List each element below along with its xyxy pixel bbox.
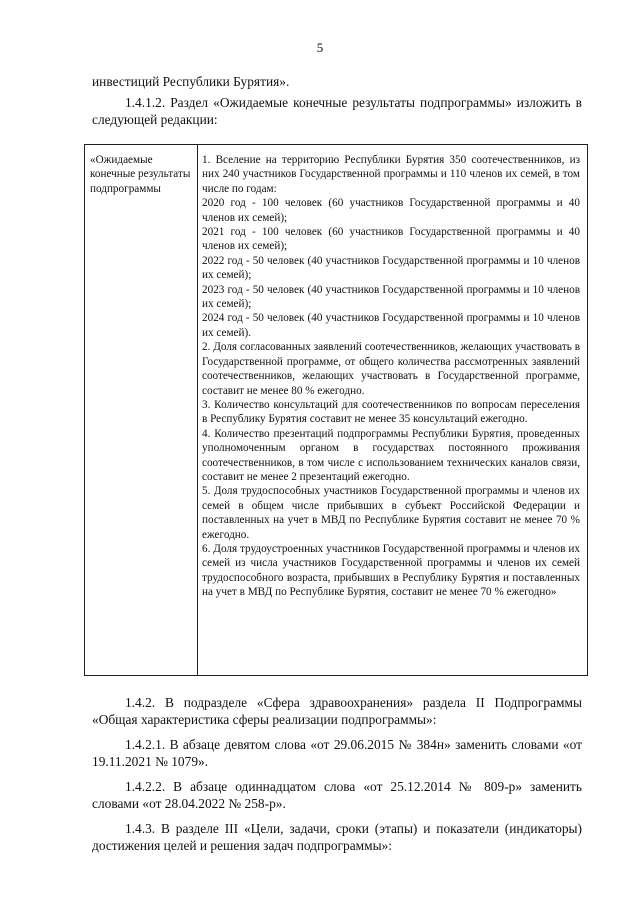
- page-number: 5: [316, 40, 324, 55]
- result-item-4: 4. Количество презентаций подпрограммы Республики Бурятия, проведенных уполномоченным органом в государствах постоянного проживания соотечественников, в том числе с использованием технических каналов связи, составит не менее 2 презентаций ежегодно.: [202, 427, 580, 483]
- paragraph-1-4-1-2: 1.4.1.2. Раздел «Ожидаемые конечные результаты подпрограммы» изложить в следующей редакции:: [92, 95, 582, 127]
- paragraph-1-4-3: 1.4.3. В разделе III «Цели, задачи, сроки (этапы) и показатели (индикаторы) достижения целей и решения задач подпрограммы»:: [92, 821, 582, 853]
- table-left-cell: «Ожидаемые конечные результаты подпрограммы: [90, 154, 191, 195]
- result-item-5: 5. Доля трудоспособных участников Государственной программы и членов их семей в общем числе прибывших в субъект Российской Федерации и поставленных на учет в МВД по Республике Бурятия составит не менее 70 % ежегодно.: [202, 485, 580, 541]
- result-year-2024: 2024 год - 50 человек (40 участников Государственной программы и 10 членов их семей).: [202, 312, 580, 339]
- result-year-2020: 2020 год - 100 человек (60 участников Государственной программы и 40 членов их семей);: [202, 197, 580, 224]
- result-year-2022: 2022 год - 50 человек (40 участников Государственной программы и 10 членов их семей);: [202, 254, 580, 282]
- result-item-2: 2. Доля согласованных заявлений соотечественников, желающих участвовать в Государственной программе, от общего количества рассмотренных заявлений соотечественников, желающих участвовать в Государственной программе, составит не менее 80 % ежегодно.: [202, 341, 580, 397]
- table-right-cell: [202, 153, 580, 600]
- result-year-2021: 2021 год - 100 человек (60 участников Государственной программы и 40 членов их семей);: [202, 226, 580, 253]
- result-item-6: 6. Доля трудоустроенных участников Государственной программы и членов их семей из числа участников Государственной программы и членов их семей трудоспособного возраста, прибывших в Республику Бурятия и поставленных на учет в МВД по Республике Бурятия, составит не менее 70 % ежегодно»: [202, 542, 580, 599]
- result-item-3: 3. Количество консультаций для соотечественников по вопросам переселения в Республику Бурятия составит не менее 35 консультаций ежегодно.: [202, 398, 580, 426]
- table-column-divider: [197, 145, 198, 675]
- paragraph-1-4-2: 1.4.2. В подразделе «Сфера здравоохранения» раздела II Подпрограммы «Общая характеристика сферы реализации подпрограммы»:: [92, 695, 582, 727]
- result-year-2023: 2023 год - 50 человек (40 участников Государственной программы и 10 членов их семей);: [202, 283, 580, 311]
- paragraph-investments: инвестиций Республики Бурятия».: [92, 74, 290, 89]
- paragraph-1-4-2-1: 1.4.2.1. В абзаце девятом слова «от 29.06.2015 № 384н» заменить словами «от 19.11.2021 № 1079».: [92, 737, 582, 769]
- paragraph-1-4-2-2: 1.4.2.2. В абзаце одиннадцатом слова «от 25.12.2014 № 809-р» заменить словами «от 28.04.2022 № 258-р».: [92, 779, 582, 811]
- results-table: [84, 144, 588, 676]
- result-item-1: 1. Вселение на территорию Республики Бурятия 350 соотечественников, из них 240 участников Государственной программы и 110 членов их семей, в том числе по годам:: [202, 154, 580, 195]
